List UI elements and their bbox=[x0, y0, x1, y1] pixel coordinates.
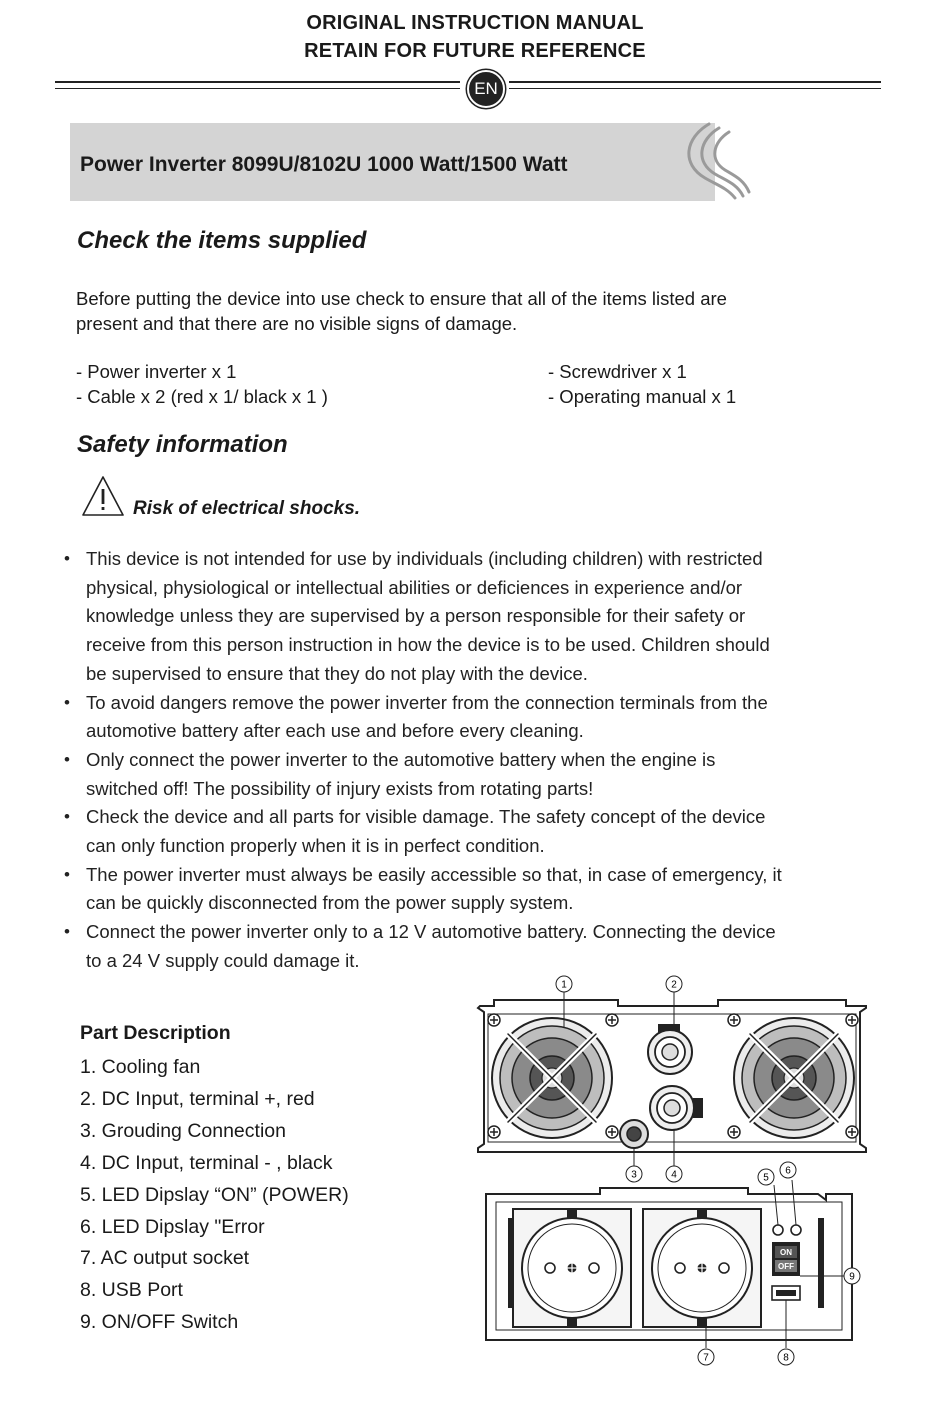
manual-header-line1: ORIGINAL INSTRUCTION MANUAL bbox=[306, 12, 644, 34]
led-power-icon bbox=[773, 1225, 783, 1235]
items-intro-line2: present and that there are no visible signs of damage. bbox=[76, 313, 518, 334]
parts-list bbox=[80, 1052, 349, 1339]
callout-1: 1 bbox=[561, 979, 567, 991]
callout-9: 9 bbox=[849, 1271, 855, 1283]
bullet-line: • Connect the power inverter only to a 12 V automotive battery. Connecting the device bbox=[86, 921, 776, 943]
part-item: 4. DC Input, terminal - , black bbox=[80, 1151, 333, 1174]
item-left-1: - Power inverter x 1 bbox=[76, 361, 237, 382]
bullet-line: • The power inverter must always be easily accessible so that, in case of emergency, it bbox=[86, 863, 782, 885]
safety-bullet-6 bbox=[60, 918, 890, 975]
ac-output-socket-icon bbox=[643, 1209, 761, 1327]
item-left-2: - Cable x 2 (red x 1/ black x 1 ) bbox=[76, 386, 328, 407]
cooling-fan-icon bbox=[492, 1018, 612, 1138]
part-item: 1. Cooling fan bbox=[80, 1056, 201, 1078]
bullet-line: physical, physiological or intellectual abilities or deficiences in experience and/or bbox=[86, 576, 743, 598]
warning-text: Risk of electrical shocks. bbox=[133, 498, 361, 519]
bullet-line: • To avoid dangers remove the power inverter from the connection terminals from the bbox=[86, 691, 768, 713]
bullet-line: switched off! The possibility of injury exists from rotating parts! bbox=[86, 777, 594, 799]
cooling-fan-icon bbox=[734, 1018, 854, 1138]
manual-header-line2: RETAIN FOR FUTURE REFERENCE bbox=[304, 40, 646, 62]
switch-off-label: OFF bbox=[778, 1262, 794, 1271]
callout-7: 7 bbox=[703, 1352, 709, 1364]
callout-4: 4 bbox=[671, 1169, 677, 1181]
part-item: 2. DC Input, terminal +, red bbox=[80, 1087, 315, 1110]
ac-output-socket-icon bbox=[513, 1209, 631, 1327]
switch-on-label: ON bbox=[780, 1248, 792, 1257]
item-right-1: - Screwdriver x 1 bbox=[548, 361, 687, 382]
header-rule-left-top bbox=[55, 81, 460, 83]
part-item: 5. LED Dipslay “ON” (POWER) bbox=[80, 1183, 349, 1206]
header-rule-right-bottom bbox=[509, 88, 881, 89]
callout-5: 5 bbox=[763, 1172, 769, 1184]
usb-port-icon bbox=[772, 1286, 800, 1300]
callout-6: 6 bbox=[785, 1165, 791, 1177]
item-right-2: - Operating manual x 1 bbox=[548, 386, 737, 407]
safety-heading: Safety information bbox=[77, 431, 288, 458]
callout-3: 3 bbox=[631, 1169, 637, 1181]
items-intro-line1: Before putting the device into use check to ensure that all of the items listed are bbox=[76, 288, 727, 309]
bullet-line: • Check the device and all parts for visible damage. The safety concept of the device bbox=[86, 806, 766, 828]
warning-triangle-icon bbox=[80, 474, 126, 518]
safety-bullet-4 bbox=[60, 803, 890, 860]
bullet-line: to a 24 V supply could damage it. bbox=[86, 949, 360, 971]
bullet-line: • Only connect the power inverter to the automotive battery when the engine is bbox=[86, 748, 716, 770]
callout-2: 2 bbox=[671, 979, 677, 991]
safety-bullet-3 bbox=[60, 746, 890, 803]
safety-bullet-5 bbox=[60, 861, 890, 918]
on-off-switch bbox=[772, 1242, 800, 1276]
parts-heading: Part Description bbox=[80, 1022, 231, 1044]
bullet-line: can only function properly when it is in perfect condition. bbox=[86, 835, 545, 857]
part-item: 6. LED Dipslay "Error bbox=[80, 1215, 265, 1238]
safety-bullet-2 bbox=[60, 689, 890, 746]
led-error-icon bbox=[791, 1225, 801, 1235]
bullet-line: can be quickly disconnected from the power supply system. bbox=[86, 892, 574, 914]
swoosh-decoration-icon bbox=[665, 118, 755, 204]
part-item: 9. ON/OFF Switch bbox=[80, 1311, 239, 1334]
bullet-line: be supervised to ensure that they do not play with the device. bbox=[86, 662, 588, 684]
callout-8: 8 bbox=[783, 1352, 789, 1364]
items-heading: Check the items supplied bbox=[77, 227, 367, 254]
bullet-line: knowledge unless they are supervised by a person responsible for their safety or bbox=[86, 605, 746, 627]
inverter-diagram bbox=[468, 968, 878, 1378]
header-rule-right-top bbox=[509, 81, 881, 83]
part-item: 3. Grouding Connection bbox=[80, 1119, 286, 1142]
header-rule-left-bottom bbox=[55, 88, 460, 89]
language-badge: EN bbox=[467, 70, 505, 108]
part-item: 7. AC output socket bbox=[80, 1247, 250, 1270]
bullet-line: automotive battery after each use and before every cleaning. bbox=[86, 720, 584, 742]
bullet-line: receive from this person instruction in how the device is to be used. Children should bbox=[86, 634, 770, 656]
part-item: 8. USB Port bbox=[80, 1279, 183, 1302]
product-title: Power Inverter 8099U/8102U 1000 Watt/1500 Watt bbox=[80, 153, 568, 176]
bullet-line: • This device is not intended for use by individuals (including children) with restricted bbox=[86, 548, 763, 569]
safety-bullet-list bbox=[60, 545, 890, 976]
title-banner bbox=[70, 123, 715, 201]
ground-connection-icon bbox=[620, 1120, 648, 1148]
safety-bullet-1 bbox=[60, 545, 890, 689]
